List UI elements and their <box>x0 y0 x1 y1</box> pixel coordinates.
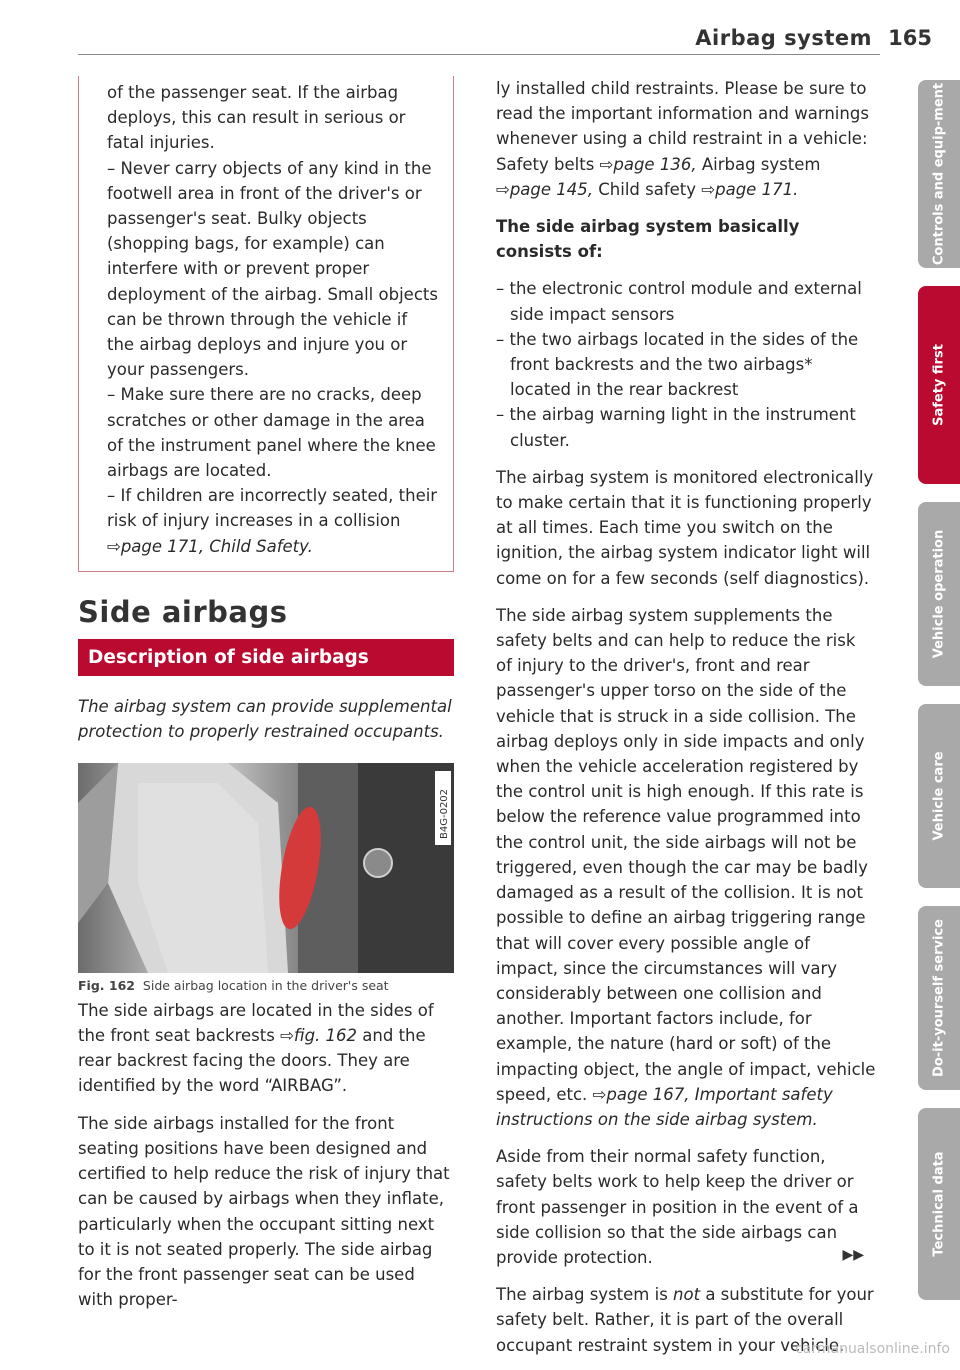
text-run: The airbag system is <box>496 1285 674 1305</box>
warning-box <box>78 76 454 572</box>
tab-label: Safety first <box>931 344 947 426</box>
text-run: The side airbag system supplements the safety belts and can help to reduce the risk of injury to the driver's, front and rear passenger's upper torso on the side of the vehicle that is struck in a side collision. The airbag deploys only in side impacts and only when the vehicle acceleration registered by the control unit is high enough. If this rate is below the reference value programmed into the control unit, the side airbags will not be triggered, even though the car may be badly damaged as a result of the collision. It is not possible to define an airbag triggering range that will cover every possible angle of impact, since the circumstances will vary considerably between one collision and another. Important factors include, for example, the nature (hard or soft) of the impacting object, the angle of impact, vehicle speed, etc. <box>496 605 876 1104</box>
running-header-title: Airbag system <box>695 26 872 50</box>
text-run: Child safety <box>593 179 702 199</box>
tab-do-it-yourself-service[interactable] <box>918 906 960 1090</box>
right-column <box>496 76 876 1370</box>
page-reference[interactable]: ⇨page 171. <box>701 179 799 199</box>
figure-code: B4G-0202 <box>439 788 450 839</box>
figure-reference[interactable]: ⇨fig. 162 <box>280 1026 358 1046</box>
text-run: The side airbags are located in the sides of the front seat backrests <box>78 1000 434 1046</box>
paragraph: Aside from their normal safety function, safety belts work to help keep the driver or front passenger in position in the event of a side collision so that the side airbags can provide protection. <box>496 1147 859 1267</box>
figure-caption <box>78 973 454 998</box>
page-reference[interactable]: ⇨page 167, Important safety instructions on the side airbag system. <box>496 1084 833 1129</box>
emphasis: not <box>673 1285 701 1305</box>
warning-cross-reference[interactable]: ⇨page 171, Child Safety. <box>107 536 313 556</box>
text-run: and the rear backrest facing the doors. They are identified by the word “AIRBAG”. <box>78 1026 426 1096</box>
left-column <box>78 76 454 1324</box>
figure-label: Fig. 162 <box>78 977 135 993</box>
tab-controls-and-equipment[interactable] <box>918 80 960 268</box>
tab-label: Do-it-yourself service <box>931 919 947 1077</box>
paragraph: The side airbags installed for the front seating positions have been designed and certified to help reduce the risk of injury that can be caused by airbags when they inflate, particularly when the occupant sitting next to it is not seated properly. The side airbag for the front passenger seat can be used with proper- <box>78 1113 450 1310</box>
consists-heading: The side airbag system basically consists of: <box>496 217 800 262</box>
paragraph <box>496 76 876 202</box>
page-reference[interactable]: ⇨page 136, <box>599 154 697 174</box>
tab-safety-first[interactable] <box>918 286 960 484</box>
subsection-title: Description of side airbags <box>78 639 454 676</box>
list-item: – the airbag warning light in the instrument cluster. <box>496 405 856 450</box>
tab-technical-data[interactable] <box>918 1108 960 1300</box>
paragraph: The airbag system is monitored electronically to make certain that it is functioning properly at all times. Each time you switch on the ignition, the airbag system indicator light will come on for a few seconds (self diagnostics). <box>496 467 874 588</box>
side-airbag-figure <box>78 763 454 973</box>
tab-label: Technical data <box>931 1151 947 1257</box>
door-latch <box>364 849 392 877</box>
text-run: Airbag system <box>696 154 821 174</box>
paragraph <box>78 998 454 1099</box>
tab-vehicle-care[interactable] <box>918 704 960 888</box>
tab-label: Controls and equip-ment <box>931 82 947 266</box>
text-run: a substitute for your safety belt. Rather, it is part of the overall occupant restraint system in your vehicle. <box>496 1285 874 1355</box>
watermark: carmanualsonline.info <box>795 1341 950 1357</box>
figure-caption-text: Side airbag location in the driver's seat <box>142 977 389 993</box>
page-reference[interactable]: ⇨page 145, <box>496 179 594 199</box>
tab-vehicle-operation[interactable] <box>918 502 960 686</box>
section-title: Side airbags <box>78 594 288 629</box>
continue-arrow-icon: ▶▶ <box>842 1247 864 1263</box>
warning-continuation: of the passenger seat. If the airbag deploys, this can result in serious or fatal injuries. <box>107 83 406 153</box>
paragraph <box>496 603 876 1132</box>
intro-text: The airbag system can provide supplemental protection to properly restrained occupants. <box>78 697 452 742</box>
page-number: 165 <box>888 26 932 50</box>
tab-label: Vehicle care <box>931 751 947 841</box>
warning-bullet: – Never carry objects of any kind in the footwell area in front of the driver's or passenger's seat. Bulky objects (shopping bags, for example) can interfere with or prevent proper deployment of the airbag. Small objects can be thrown through the vehicle if the airbag deploys and injure you or your passengers. <box>107 158 438 380</box>
list-item: – the two airbags located in the sides of the front backrests and the two airbags* located in the rear backrest <box>496 329 859 400</box>
tab-label: Vehicle operation <box>931 529 947 659</box>
header-rule <box>78 54 880 55</box>
seat-illustration <box>78 763 454 973</box>
list-item: – the electronic control module and external side impact sensors <box>496 279 862 324</box>
warning-bullet: – Make sure there are no cracks, deep scratches or other damage in the area of the instrument panel where the knee airbags are located. <box>107 385 436 481</box>
warning-bullet: – If children are incorrectly seated, their risk of injury increases in a collision <box>107 486 438 531</box>
text-run: ly installed child restraints. Please be sure to read the important information and warnings whenever using a child restraint in a vehicle: Safety belts <box>496 79 869 174</box>
